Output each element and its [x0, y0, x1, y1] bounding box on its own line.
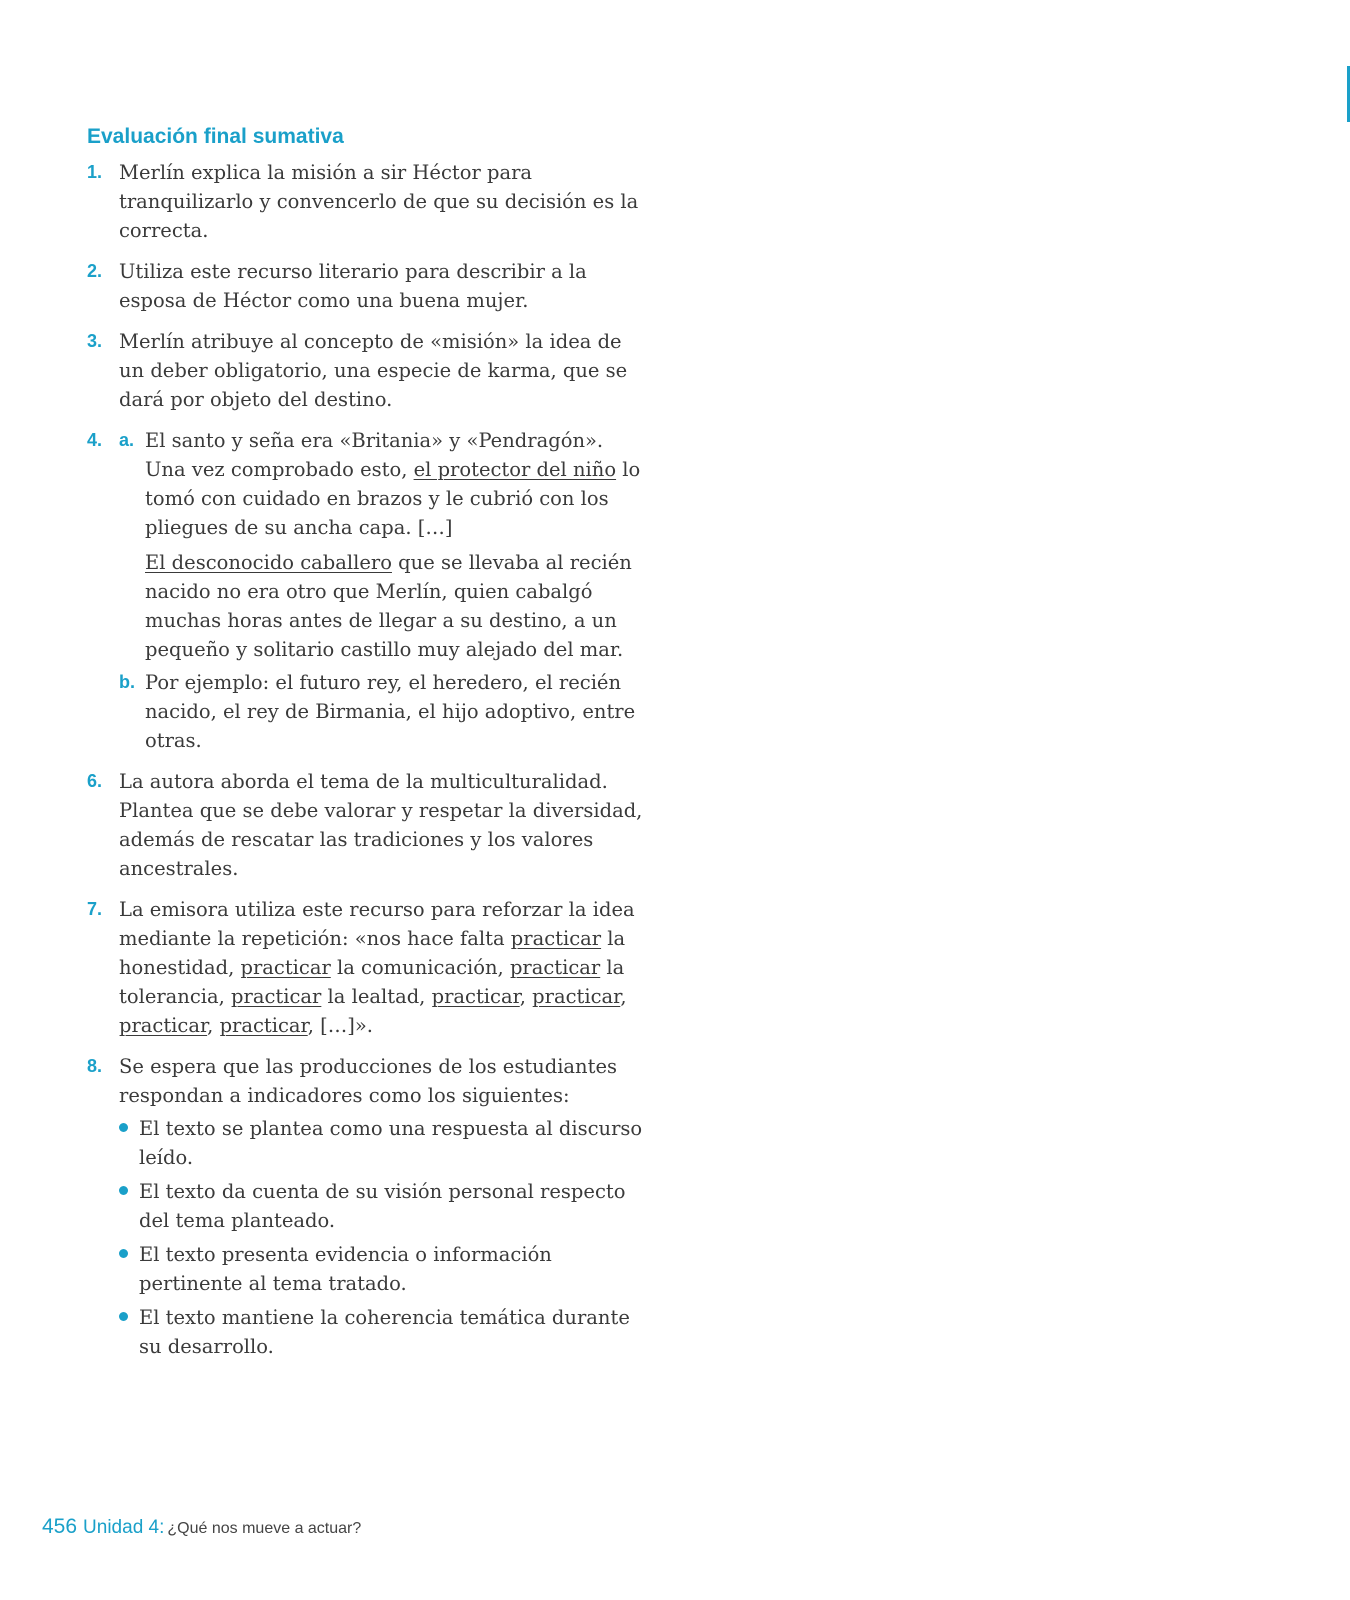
sub-answer-b [119, 668, 647, 755]
underlined-word: practicar [510, 927, 602, 950]
unit-title: ¿Qué nos mueve a actuar? [167, 1520, 362, 1537]
item-number: 1. [87, 162, 103, 182]
item-number: 6. [87, 771, 103, 791]
text-run: que se llevaba al recién nacido no era otro que Merlín, quien cabalgó muchas horas antes de llegar a su destino, a un pequeño y solitario castillo muy alejado del mar. [145, 551, 632, 661]
indicator-text: El texto mantiene la coherencia temática durante su desarrollo. [139, 1306, 630, 1358]
text-run: la tolerancia, [119, 956, 625, 1008]
text-run: la lealtad, [321, 985, 432, 1008]
indicator-list [119, 1114, 647, 1361]
page-footer [42, 1516, 361, 1540]
sub-paragraph [145, 426, 647, 542]
underlined-phrase: el protector del niño [413, 458, 617, 481]
indicator-text: El texto da cuenta de su visión personal respecto del tema planteado. [139, 1180, 626, 1232]
item-number: 8. [87, 1056, 103, 1076]
answer-item-3 [87, 327, 647, 414]
page-number: 456 [42, 1515, 78, 1538]
indicator-item [119, 1114, 647, 1172]
bullet-dot-icon [119, 1186, 128, 1195]
text-run: La emisora utiliza este recurso para reforzar la idea mediante la repetición: «nos hace falta [119, 898, 635, 950]
indicator-item [119, 1177, 647, 1235]
indicator-text: El texto se plantea como una respuesta al discurso leído. [139, 1117, 643, 1169]
underlined-word: practicar [240, 956, 331, 979]
underlined-word: practicar [231, 985, 322, 1008]
text-run: la honestidad, [119, 927, 626, 979]
item-number: 7. [87, 899, 103, 919]
sub-answer-a [119, 426, 647, 664]
indicator-item [119, 1240, 647, 1298]
item-text: Merlín atribuye al concepto de «misión» la idea de un deber obligatorio, una especie de karma, que se dará por objeto del destino. [119, 330, 628, 411]
underlined-word: practicar [119, 1014, 208, 1037]
item-number: 2. [87, 261, 103, 281]
answer-item-8 [87, 1052, 647, 1361]
bullet-dot-icon [119, 1123, 128, 1132]
answer-item-4 [87, 426, 647, 755]
section-title: Evaluación final sumativa [87, 125, 344, 148]
unit-label: Unidad 4: [83, 1517, 165, 1538]
item-text: La autora aborda el tema de la multiculturalidad. Plantea que se debe valorar y respetar la diversidad, además de rescatar las tradiciones y los valores ancestrales. [119, 770, 643, 880]
indicator-item [119, 1303, 647, 1361]
item-number: 4. [87, 430, 103, 450]
text-run: lo tomó con cuidado en brazos y le cubrió con los pliegues de su ancha capa. […] [145, 458, 641, 539]
separator: , [207, 1014, 220, 1037]
answer-key-content [87, 124, 647, 1373]
bullet-dot-icon [119, 1312, 128, 1321]
underlined-word: practicar [219, 1014, 308, 1037]
answer-item-2 [87, 257, 647, 315]
answer-item-7 [87, 895, 647, 1040]
sub-letter: a. [119, 430, 135, 450]
underlined-word: practicar [431, 985, 520, 1008]
underlined-word: practicar [532, 985, 621, 1008]
item-text: Utiliza este recurso literario para describir a la esposa de Héctor como una buena mujer. [119, 260, 587, 312]
text-run: , […]». [307, 1014, 373, 1037]
answer-item-6 [87, 767, 647, 883]
answer-item-1 [87, 158, 647, 245]
indicator-text: El texto presenta evidencia o información pertinente al tema tratado. [139, 1243, 552, 1295]
sub-paragraph [145, 548, 647, 664]
text-run: la comunicación, [330, 956, 510, 979]
text-run: El santo y seña era «Britania» y «Pendragón». Una vez comprobado esto, [145, 429, 604, 481]
sub-paragraph: Por ejemplo: el futuro rey, el heredero, el recién nacido, el rey de Birmania, el hijo adoptivo, entre otras. [145, 671, 636, 752]
underlined-word: practicar [509, 956, 601, 979]
item-text: Se espera que las producciones de los estudiantes respondan a indicadores como los siguientes: [119, 1055, 618, 1107]
separator: , [620, 985, 627, 1008]
bullet-dot-icon [119, 1249, 128, 1258]
separator: , [519, 985, 533, 1008]
item-text: Merlín explica la misión a sir Héctor para tranquilizarlo y convencerlo de que su decisión es la correcta. [119, 161, 639, 242]
underlined-phrase: El desconocido caballero [145, 551, 392, 574]
sub-letter: b. [119, 672, 135, 692]
item-number: 3. [87, 331, 103, 351]
